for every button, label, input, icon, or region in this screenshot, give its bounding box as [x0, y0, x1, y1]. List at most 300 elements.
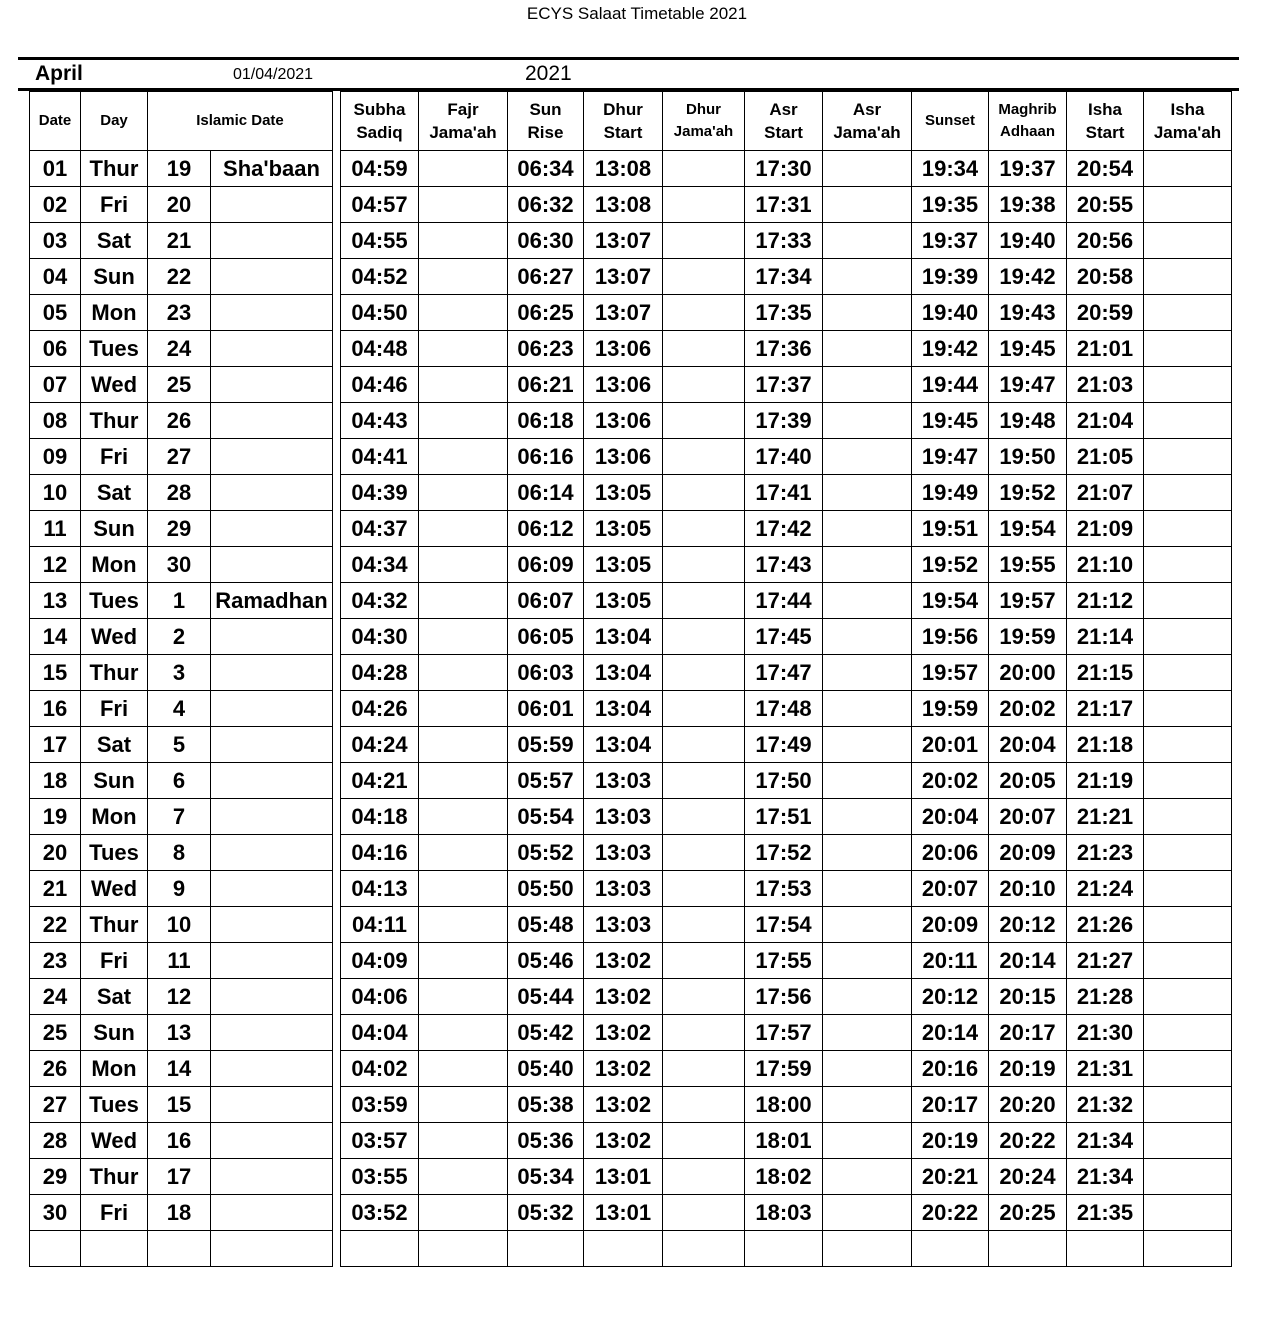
cell-islamic-day: 27	[148, 439, 211, 475]
page-title: ECYS Salaat Timetable 2021	[526, 4, 748, 23]
cell-maghrib-adhaan: 19:43	[989, 295, 1067, 331]
cell-isha-jamaah	[1144, 619, 1232, 655]
cell-dhur-jamaah	[663, 151, 745, 187]
cell-isha-start: 21:18	[1067, 727, 1144, 763]
cell-day: Mon	[81, 547, 148, 583]
cell-islamic-day: 9	[148, 871, 211, 907]
cell-islamic-day: 18	[148, 1195, 211, 1231]
cell-subha-sadiq: 04:39	[341, 475, 419, 511]
cell-fajr-jamaah	[419, 871, 508, 907]
cell-fajr-jamaah	[419, 1051, 508, 1087]
cell-date: 13	[30, 583, 81, 619]
cell-dhur-start: 13:02	[584, 1015, 663, 1051]
cell-islamic-day: 4	[148, 691, 211, 727]
cell-date: 09	[30, 439, 81, 475]
cell-maghrib-adhaan: 19:50	[989, 439, 1067, 475]
cell-maghrib-adhaan	[989, 1231, 1067, 1267]
cell-sunset: 20:09	[912, 907, 989, 943]
times-row	[341, 727, 1232, 763]
cell-sunset: 19:57	[912, 655, 989, 691]
cell-subha-sadiq: 04:48	[341, 331, 419, 367]
cell-islamic-day: 14	[148, 1051, 211, 1087]
cell-asr-jamaah	[823, 979, 912, 1015]
cell-dhur-jamaah	[663, 295, 745, 331]
cell-fajr-jamaah	[419, 367, 508, 403]
cell-isha-jamaah	[1144, 1123, 1232, 1159]
cell-date: 14	[30, 619, 81, 655]
cell-isha-jamaah	[1144, 1159, 1232, 1195]
cell-islamic-month	[211, 691, 333, 727]
cell-maghrib-adhaan: 20:04	[989, 727, 1067, 763]
cell-asr-start: 17:35	[745, 295, 823, 331]
cell-sun-rise: 05:48	[508, 907, 584, 943]
times-row	[341, 1087, 1232, 1123]
cell-sunset: 20:21	[912, 1159, 989, 1195]
cell-asr-jamaah	[823, 511, 912, 547]
header-fajr-line1: Fajr	[447, 100, 479, 119]
date-row	[30, 583, 333, 619]
cell-islamic-month	[211, 1231, 333, 1267]
cell-sun-rise: 06:27	[508, 259, 584, 295]
cell-date: 11	[30, 511, 81, 547]
cell-isha-start: 21:12	[1067, 583, 1144, 619]
cell-asr-start: 18:02	[745, 1159, 823, 1195]
cell-asr-jamaah	[823, 835, 912, 871]
cell-islamic-month	[211, 871, 333, 907]
cell-isha-start: 21:03	[1067, 367, 1144, 403]
cell-fajr-jamaah	[419, 475, 508, 511]
cell-date: 20	[30, 835, 81, 871]
cell-isha-jamaah	[1144, 907, 1232, 943]
cell-isha-jamaah	[1144, 583, 1232, 619]
cell-dhur-start: 13:02	[584, 979, 663, 1015]
times-row	[341, 259, 1232, 295]
cell-sunset: 20:12	[912, 979, 989, 1015]
cell-sun-rise: 06:23	[508, 331, 584, 367]
cell-sun-rise: 06:25	[508, 295, 584, 331]
cell-sunset: 20:17	[912, 1087, 989, 1123]
cell-islamic-month: Sha'baan	[211, 151, 333, 187]
cell-subha-sadiq: 03:55	[341, 1159, 419, 1195]
cell-maghrib-adhaan: 20:02	[989, 691, 1067, 727]
cell-isha-jamaah	[1144, 799, 1232, 835]
cell-sun-rise: 05:50	[508, 871, 584, 907]
cell-isha-start: 20:56	[1067, 223, 1144, 259]
cell-day: Fri	[81, 439, 148, 475]
cell-asr-start: 18:01	[745, 1123, 823, 1159]
cell-fajr-jamaah	[419, 655, 508, 691]
times-row	[341, 1051, 1232, 1087]
cell-fajr-jamaah	[419, 691, 508, 727]
cell-date: 17	[30, 727, 81, 763]
header-asr-line1: Asr	[769, 100, 798, 119]
cell-sunset: 19:49	[912, 475, 989, 511]
times-table	[340, 91, 1232, 1267]
cell-asr-jamaah	[823, 151, 912, 187]
cell-asr-start: 17:34	[745, 259, 823, 295]
header-ishaj-line1: Isha	[1170, 100, 1205, 119]
date-row	[30, 691, 333, 727]
cell-date: 16	[30, 691, 81, 727]
cell-asr-jamaah	[823, 727, 912, 763]
cell-sunset: 19:44	[912, 367, 989, 403]
header-isha-start	[1067, 92, 1144, 151]
cell-islamic-month	[211, 223, 333, 259]
cell-islamic-day: 24	[148, 331, 211, 367]
cell-isha-start: 21:30	[1067, 1015, 1144, 1051]
times-row	[341, 1231, 1232, 1267]
cell-asr-start: 17:37	[745, 367, 823, 403]
date-row	[30, 835, 333, 871]
cell-sun-rise: 06:14	[508, 475, 584, 511]
cell-isha-jamaah	[1144, 151, 1232, 187]
header-asrj-line2: Jama'ah	[833, 123, 901, 142]
cell-islamic-month	[211, 511, 333, 547]
cell-isha-jamaah	[1144, 1015, 1232, 1051]
cell-asr-jamaah	[823, 1015, 912, 1051]
cell-date: 02	[30, 187, 81, 223]
cell-subha-sadiq: 04:26	[341, 691, 419, 727]
cell-asr-start: 17:31	[745, 187, 823, 223]
cell-dhur-jamaah	[663, 439, 745, 475]
cell-asr-jamaah	[823, 871, 912, 907]
cell-maghrib-adhaan: 20:07	[989, 799, 1067, 835]
cell-day: Mon	[81, 1051, 148, 1087]
cell-maghrib-adhaan: 19:59	[989, 619, 1067, 655]
cell-subha-sadiq: 04:34	[341, 547, 419, 583]
date-row	[30, 331, 333, 367]
date-row	[30, 943, 333, 979]
cell-islamic-month	[211, 295, 333, 331]
cell-maghrib-adhaan: 20:15	[989, 979, 1067, 1015]
cell-islamic-month	[211, 799, 333, 835]
cell-day: Thur	[81, 151, 148, 187]
cell-asr-jamaah	[823, 1087, 912, 1123]
cell-day: Wed	[81, 871, 148, 907]
times-row	[341, 799, 1232, 835]
cell-maghrib-adhaan: 19:57	[989, 583, 1067, 619]
cell-islamic-month	[211, 475, 333, 511]
cell-islamic-month	[211, 943, 333, 979]
header-asr-line2: Start	[764, 123, 803, 142]
header-islamic-date: Islamic Date	[148, 92, 333, 151]
cell-sunset: 20:06	[912, 835, 989, 871]
cell-dhur-start: 13:08	[584, 187, 663, 223]
cell-asr-jamaah	[823, 1123, 912, 1159]
cell-isha-start: 21:04	[1067, 403, 1144, 439]
times-table-body	[341, 92, 1232, 1267]
cell-dhur-start: 13:06	[584, 403, 663, 439]
date-table-header	[30, 92, 333, 151]
cell-islamic-month	[211, 1015, 333, 1051]
cell-date: 08	[30, 403, 81, 439]
cell-day: Tues	[81, 1087, 148, 1123]
header-dhur-start	[584, 92, 663, 151]
cell-day: Wed	[81, 367, 148, 403]
cell-isha-jamaah	[1144, 763, 1232, 799]
cell-dhur-jamaah	[663, 1051, 745, 1087]
cell-asr-start: 17:49	[745, 727, 823, 763]
cell-fajr-jamaah	[419, 547, 508, 583]
cell-sun-rise: 05:57	[508, 763, 584, 799]
date-row	[30, 151, 333, 187]
cell-day: Sun	[81, 1015, 148, 1051]
cell-date: 27	[30, 1087, 81, 1123]
cell-islamic-day: 23	[148, 295, 211, 331]
cell-day: Mon	[81, 799, 148, 835]
cell-asr-jamaah	[823, 1195, 912, 1231]
date-table	[29, 91, 333, 1267]
cell-isha-start: 21:31	[1067, 1051, 1144, 1087]
cell-date: 12	[30, 547, 81, 583]
cell-fajr-jamaah	[419, 619, 508, 655]
cell-maghrib-adhaan: 20:20	[989, 1087, 1067, 1123]
cell-asr-jamaah	[823, 295, 912, 331]
cell-date: 25	[30, 1015, 81, 1051]
header-dhur-line1: Dhur	[603, 100, 643, 119]
cell-isha-jamaah	[1144, 475, 1232, 511]
cell-isha-jamaah	[1144, 979, 1232, 1015]
cell-isha-jamaah	[1144, 943, 1232, 979]
header-isha-line2: Start	[1085, 123, 1125, 142]
cell-sunset: 19:59	[912, 691, 989, 727]
cell-subha-sadiq: 04:46	[341, 367, 419, 403]
cell-dhur-jamaah	[663, 547, 745, 583]
cell-asr-start: 17:41	[745, 475, 823, 511]
cell-isha-start: 20:59	[1067, 295, 1144, 331]
cell-date: 06	[30, 331, 81, 367]
cell-sun-rise: 06:09	[508, 547, 584, 583]
cell-maghrib-adhaan: 19:37	[989, 151, 1067, 187]
cell-asr-jamaah	[823, 403, 912, 439]
times-table-header	[341, 92, 1232, 151]
times-row	[341, 511, 1232, 547]
cell-asr-jamaah	[823, 907, 912, 943]
cell-islamic-month	[211, 907, 333, 943]
cell-isha-start: 21:19	[1067, 763, 1144, 799]
cell-sunset: 19:54	[912, 583, 989, 619]
cell-sun-rise: 06:03	[508, 655, 584, 691]
header-subha-sadiq	[341, 92, 419, 151]
times-row	[341, 295, 1232, 331]
cell-isha-jamaah	[1144, 511, 1232, 547]
cell-fajr-jamaah	[419, 943, 508, 979]
cell-dhur-jamaah	[663, 1231, 745, 1267]
cell-isha-jamaah	[1144, 727, 1232, 763]
date-row	[30, 763, 333, 799]
cell-asr-start: 17:45	[745, 619, 823, 655]
cell-fajr-jamaah	[419, 799, 508, 835]
cell-sun-rise: 05:46	[508, 943, 584, 979]
cell-asr-start: 17:39	[745, 403, 823, 439]
cell-dhur-jamaah	[663, 727, 745, 763]
cell-dhur-start: 13:04	[584, 691, 663, 727]
cell-islamic-month	[211, 439, 333, 475]
cell-asr-jamaah	[823, 1051, 912, 1087]
cell-maghrib-adhaan: 20:22	[989, 1123, 1067, 1159]
cell-isha-jamaah	[1144, 1051, 1232, 1087]
cell-isha-jamaah	[1144, 367, 1232, 403]
times-row	[341, 403, 1232, 439]
cell-fajr-jamaah	[419, 1123, 508, 1159]
cell-asr-jamaah	[823, 1231, 912, 1267]
header-asrj-line1: Asr	[852, 100, 882, 119]
cell-fajr-jamaah	[419, 223, 508, 259]
cell-subha-sadiq: 04:32	[341, 583, 419, 619]
cell-sun-rise: 05:54	[508, 799, 584, 835]
cell-dhur-jamaah	[663, 259, 745, 295]
cell-isha-jamaah	[1144, 835, 1232, 871]
cell-maghrib-adhaan: 20:14	[989, 943, 1067, 979]
cell-asr-jamaah	[823, 799, 912, 835]
cell-maghrib-adhaan: 20:19	[989, 1051, 1067, 1087]
cell-asr-start: 18:00	[745, 1087, 823, 1123]
cell-fajr-jamaah	[419, 1159, 508, 1195]
cell-islamic-month	[211, 1087, 333, 1123]
cell-subha-sadiq	[341, 1231, 419, 1267]
cell-dhur-start: 13:01	[584, 1159, 663, 1195]
cell-asr-start: 17:59	[745, 1051, 823, 1087]
cell-sun-rise: 05:59	[508, 727, 584, 763]
date-row	[30, 475, 333, 511]
cell-asr-jamaah	[823, 187, 912, 223]
cell-date: 28	[30, 1123, 81, 1159]
cell-isha-start: 21:05	[1067, 439, 1144, 475]
cell-asr-start: 17:50	[745, 763, 823, 799]
cell-sunset: 20:14	[912, 1015, 989, 1051]
cell-maghrib-adhaan: 19:45	[989, 331, 1067, 367]
cell-sunset: 19:42	[912, 331, 989, 367]
date-row	[30, 727, 333, 763]
cell-dhur-jamaah	[663, 187, 745, 223]
date-row	[30, 979, 333, 1015]
cell-sun-rise: 06:12	[508, 511, 584, 547]
header-isha-line1: Isha	[1087, 100, 1123, 119]
date-row	[30, 1159, 333, 1195]
date-label: 01/04/2021	[233, 66, 314, 83]
cell-sunset: 20:22	[912, 1195, 989, 1231]
cell-isha-start	[1067, 1231, 1144, 1267]
header-fajr-line2: Jama'ah	[429, 123, 497, 142]
cell-sunset: 20:11	[912, 943, 989, 979]
cell-islamic-month	[211, 403, 333, 439]
cell-isha-start: 21:09	[1067, 511, 1144, 547]
cell-fajr-jamaah	[419, 979, 508, 1015]
cell-date: 05	[30, 295, 81, 331]
times-row	[341, 907, 1232, 943]
cell-day: Sat	[81, 223, 148, 259]
cell-asr-jamaah	[823, 259, 912, 295]
header-maghrib-line1: Maghrib	[998, 101, 1057, 118]
cell-dhur-start: 13:05	[584, 511, 663, 547]
cell-day: Thur	[81, 655, 148, 691]
cell-subha-sadiq: 04:30	[341, 619, 419, 655]
cell-dhur-start: 13:05	[584, 475, 663, 511]
header-maghrib-line2: Adhaan	[999, 123, 1055, 140]
cell-date: 04	[30, 259, 81, 295]
cell-dhur-start: 13:02	[584, 1123, 663, 1159]
cell-islamic-month: Ramadhan	[211, 583, 333, 619]
cell-date: 23	[30, 943, 81, 979]
header-day: Day	[81, 92, 148, 151]
cell-islamic-month	[211, 1159, 333, 1195]
cell-dhur-start: 13:07	[584, 259, 663, 295]
cell-day	[81, 1231, 148, 1267]
cell-maghrib-adhaan: 20:12	[989, 907, 1067, 943]
cell-subha-sadiq: 04:59	[341, 151, 419, 187]
date-row	[30, 1051, 333, 1087]
cell-dhur-start: 13:08	[584, 151, 663, 187]
cell-islamic-month	[211, 727, 333, 763]
header-fajr-jamaah	[419, 92, 508, 151]
cell-maghrib-adhaan: 19:48	[989, 403, 1067, 439]
cell-date	[30, 1231, 81, 1267]
header-dhurj-line1: Dhur	[686, 101, 721, 118]
cell-asr-jamaah	[823, 583, 912, 619]
header-sunrise-line1: Sun	[529, 100, 562, 119]
cell-dhur-start: 13:06	[584, 331, 663, 367]
date-row	[30, 511, 333, 547]
cell-sun-rise: 06:18	[508, 403, 584, 439]
cell-fajr-jamaah	[419, 439, 508, 475]
cell-date: 15	[30, 655, 81, 691]
cell-fajr-jamaah	[419, 1015, 508, 1051]
header-sunrise-line2: Rise	[527, 123, 564, 142]
cell-sunset: 19:34	[912, 151, 989, 187]
times-row	[341, 331, 1232, 367]
header-dhur-line2: Start	[603, 123, 643, 142]
cell-islamic-day: 21	[148, 223, 211, 259]
times-row	[341, 871, 1232, 907]
header-subha-line2: Sadiq	[356, 123, 403, 142]
cell-sunset: 20:01	[912, 727, 989, 763]
cell-date: 07	[30, 367, 81, 403]
cell-islamic-month	[211, 1123, 333, 1159]
cell-isha-start: 21:01	[1067, 331, 1144, 367]
cell-day: Sun	[81, 259, 148, 295]
cell-subha-sadiq: 04:11	[341, 907, 419, 943]
cell-date: 22	[30, 907, 81, 943]
times-row	[341, 1159, 1232, 1195]
cell-islamic-day: 30	[148, 547, 211, 583]
cell-islamic-day: 5	[148, 727, 211, 763]
cell-isha-start: 20:55	[1067, 187, 1144, 223]
times-row	[341, 1195, 1232, 1231]
cell-isha-start: 21:15	[1067, 655, 1144, 691]
date-row	[30, 1231, 333, 1267]
cell-sun-rise: 05:32	[508, 1195, 584, 1231]
header-subha-line1: Subha	[353, 100, 406, 119]
cell-subha-sadiq: 04:21	[341, 763, 419, 799]
cell-dhur-start: 13:03	[584, 763, 663, 799]
cell-dhur-jamaah	[663, 403, 745, 439]
header-date: Date	[30, 92, 81, 151]
cell-sun-rise	[508, 1231, 584, 1267]
cell-fajr-jamaah	[419, 331, 508, 367]
cell-fajr-jamaah	[419, 187, 508, 223]
cell-isha-start: 21:17	[1067, 691, 1144, 727]
cell-asr-start: 17:51	[745, 799, 823, 835]
cell-asr-jamaah	[823, 619, 912, 655]
cell-date: 21	[30, 871, 81, 907]
cell-day: Tues	[81, 835, 148, 871]
cell-sunset: 19:56	[912, 619, 989, 655]
month-label: April	[35, 62, 83, 85]
cell-day: Wed	[81, 1123, 148, 1159]
cell-isha-start: 21:26	[1067, 907, 1144, 943]
cell-islamic-month	[211, 187, 333, 223]
cell-islamic-month	[211, 1051, 333, 1087]
